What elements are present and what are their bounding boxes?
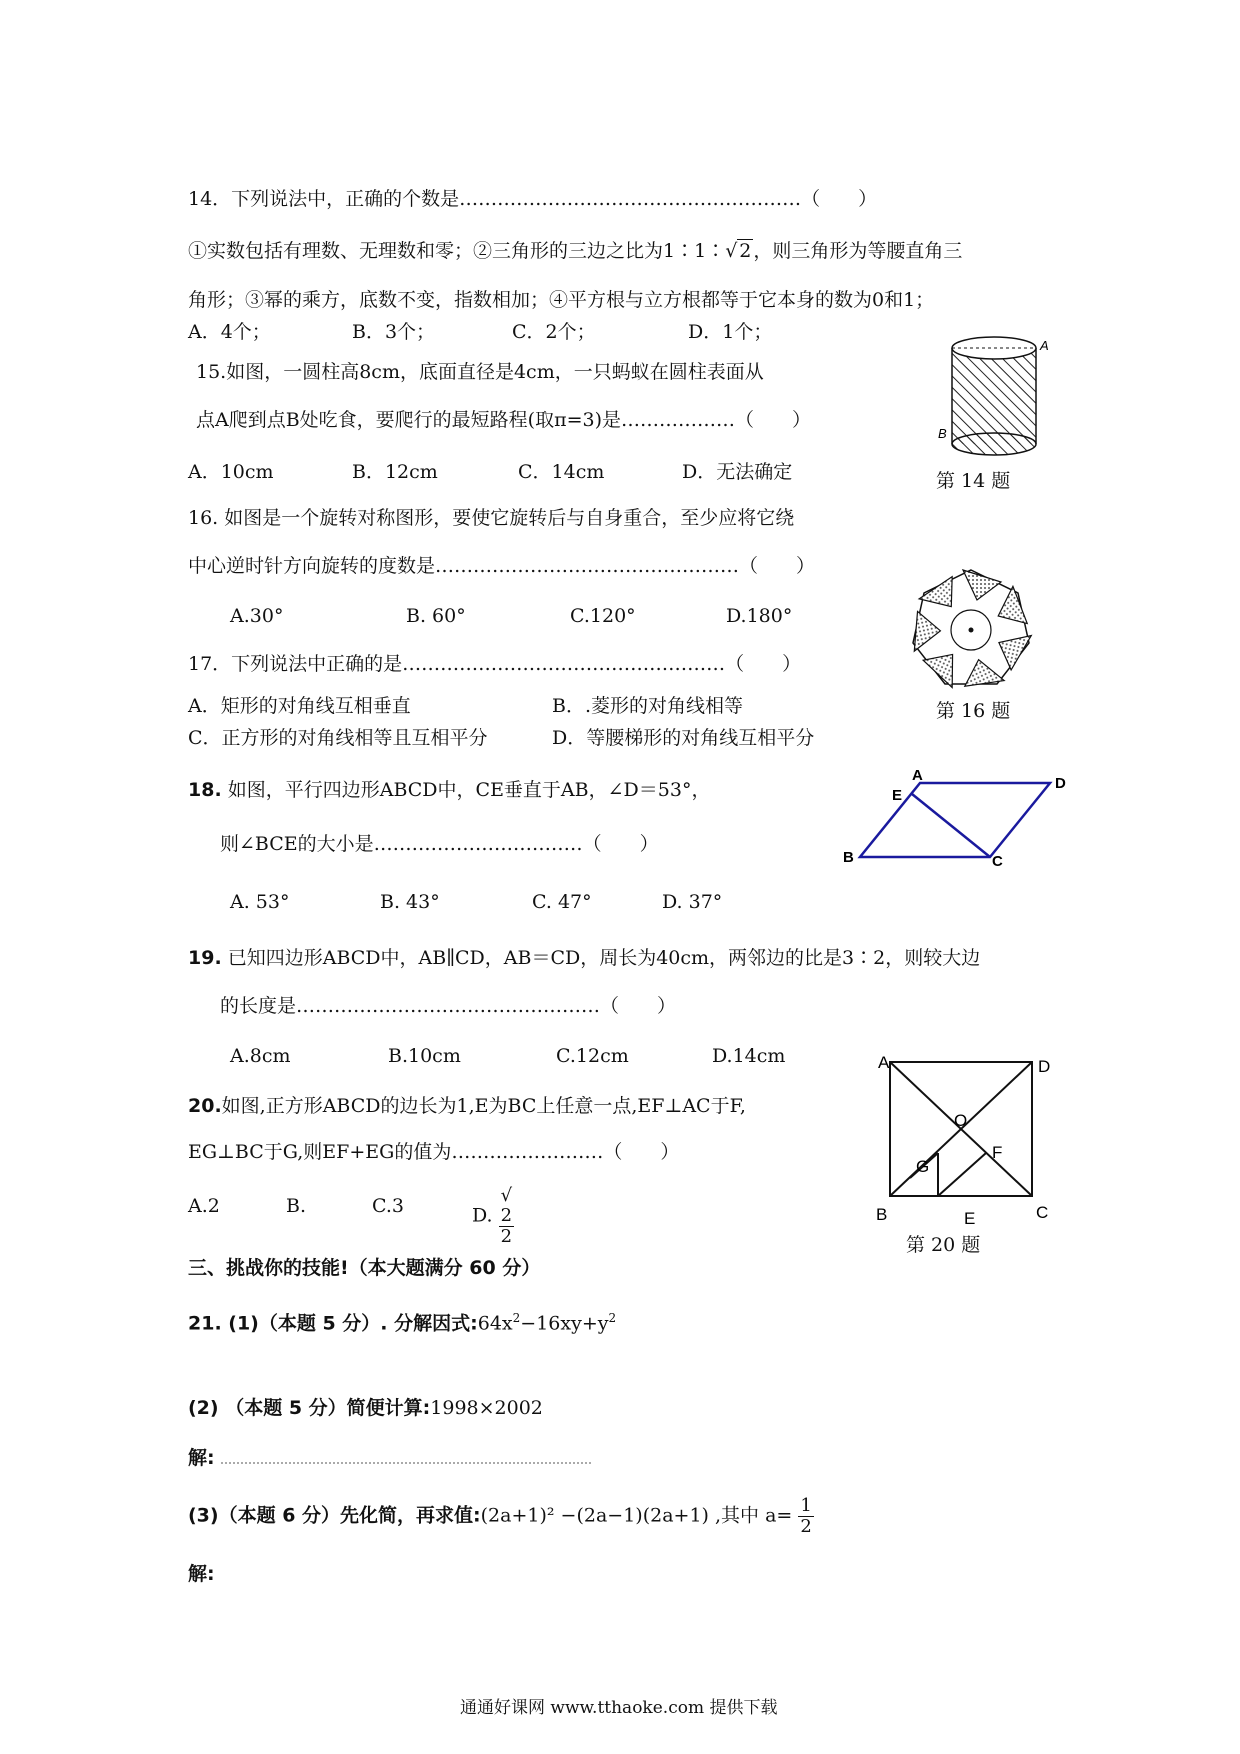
q16-option-b: B. 60° [406,605,466,627]
parallelogram-label-d: D [1055,775,1066,792]
q19-option-d: D.14cm [712,1045,786,1067]
q21-part3-fraction [798,1496,813,1537]
section3-title: 三、挑战你的技能!（本大题满分 60 分） [188,1257,541,1279]
q19-option-a: A.8cm [230,1045,291,1067]
q16-line1: 16. 如图是一个旋转对称图形，要使它旋转后与自身重合，至少应将它绕 [188,507,795,529]
cylinder-bottom [952,433,1036,455]
q16-line2: 中心逆时针方向旋转的度数是…………………………………………（ ） [188,555,816,577]
q21-solve1 [188,1446,591,1470]
q17-option-a: A．矩形的对角线互相垂直 [188,695,411,717]
q18-option-b: B. 43° [380,891,440,913]
q19-line1 [188,946,980,970]
q21-solve1-label: 解: [188,1447,215,1469]
q21-part3 [188,1496,814,1537]
cylinder-figure [928,330,1068,460]
q20-line2: EG⊥BC于G,则EF+EG的值为……………………（ ） [188,1141,680,1163]
q16-option-c: C.120° [570,605,636,627]
cylinder-body [952,348,1036,444]
q21-part2 [188,1396,543,1420]
square-label-c: C [1036,1203,1049,1222]
q15-option-d: D．无法确定 [682,461,793,483]
segment-ce [912,794,990,857]
q17-option-d: D．等腰梯形的对角线互相平分 [552,727,815,749]
q14-option-b: B．3个； [352,321,436,343]
q18-line1-text: 如图，平行四边形ABCD中，CE垂直于AB，∠D＝53°， [227,779,711,801]
square-label-o: O [954,1111,968,1130]
sqrt-symbol: √ 2 [725,240,752,262]
q21-part1-expr-b: −16xy+y [520,1312,609,1335]
q16-figure-caption: 第 16 题 [936,700,1011,722]
q15-line2: 点A爬到点B处吃食，要爬行的最短路程(取π=3)是………………（ ） [196,409,812,431]
q16-option-d: D.180° [726,605,793,627]
q21-part3-label: (3)（本题 6 分）先化简，再求值: [188,1504,481,1527]
answer-dotted-line [221,1462,591,1464]
parallelogram-label-b: B [843,849,854,866]
parallelogram-label-e: E [892,787,903,804]
q15-option-c: C．14cm [518,461,605,483]
q21-part2-expr: 1998×2002 [430,1397,543,1419]
q20-option-d-numerator: √ 2 [500,1185,513,1226]
q20-line1 [188,1094,746,1118]
q14-line1-radicand: 2 [739,240,752,262]
square-label-a: A [878,1053,890,1072]
q18-number: 18. [188,779,222,801]
q21-part1-exp2: 2 [608,1311,617,1325]
square-label-b: B [876,1205,888,1224]
q14-option-a: A．4个； [188,321,271,343]
q15-line1: 15.如图，一圆柱高8cm，底面直径是4cm，一只蚂蚁在圆柱表面从 [196,361,764,383]
q14-line2: 角形；③幂的乘方，底数不变，指数相加；④平方根与立方根都等于它本身的数为0和1； [188,289,935,311]
heptagon-pinwheel [906,569,1036,695]
q14-option-c: C．2个； [512,321,596,343]
q14-line1-post: ，则三角形为等腰直角三 [753,240,963,262]
q17-stem: 17．下列说法中正确的是……………………………………………（ ） [188,653,802,675]
cylinder-label-a: A [1040,338,1049,353]
q14-option-d: D．1个； [688,321,773,343]
q15-option-b: B．12cm [352,461,438,483]
q14-figure-caption: 第 14 题 [936,470,1011,492]
q20-option-d-fraction [499,1186,514,1247]
q20-option-d-denominator: 2 [500,1226,513,1247]
q15-option-a: A．10cm [188,461,274,483]
q21-solve2: 解: [188,1563,215,1585]
q19-option-c: C.12cm [556,1045,629,1067]
q21-part3-expr: (2a+1)² −(2a−1)(2a+1) ,其中 a= [480,1504,793,1527]
q18-option-a: A. 53° [230,891,290,913]
q21-part1 [188,1306,616,1335]
cylinder-label-b: B [938,426,947,441]
rotation-figure [906,565,1036,695]
q20-figure-caption: 第 20 题 [906,1234,981,1256]
q19-line2: 的长度是…………………………………………（ ） [220,995,677,1017]
q14-line1-pre: ①实数包括有理数、无理数和零；②三角形的三边之比为1∶1∶ [188,240,726,262]
q19-line1-text: 已知四边形ABCD中，AB∥CD，AB＝CD，周长为40cm，两邻边的比是3∶2，则较大边 [227,947,981,969]
q17-option-b: B．.菱形的对角线相等 [552,695,744,717]
q21-part1-exp1: 2 [512,1311,521,1325]
parallelogram-label-a: A [912,770,923,784]
q18-option-d: D. 37° [662,891,723,913]
q21-part3-numerator: 1 [800,1495,812,1516]
q17-option-c: C．正方形的对角线相等且互相平分 [188,727,488,749]
q20-option-b: B. [286,1195,307,1217]
parallelogram-abcd [860,783,1050,857]
parallelogram-figure [840,770,1080,870]
q20-option-d [472,1186,514,1247]
q20-option-c: C.3 [372,1195,404,1217]
q18-line1 [188,778,710,802]
parallelogram-label-c: C [992,853,1003,870]
q20-line1-text: 如图,正方形ABCD的边长为1,E为BC上任意一点,EF⊥AC于F, [221,1095,746,1117]
q16-option-a: A.30° [230,605,284,627]
q14-stem: 14．下列说法中，正确的个数是………………………………………………（ ） [188,188,878,210]
q18-option-c: C. 47° [532,891,592,913]
q20-option-d-label: D. [472,1204,493,1227]
square-label-g: G [916,1157,930,1176]
q20-option-d-radicand: 2 [500,1205,513,1226]
square-label-f: F [992,1143,1003,1162]
square-figure [870,1050,1060,1225]
q19-number: 19. [188,947,222,969]
square-label-d: D [1038,1057,1051,1076]
q21-part3-denominator: 2 [800,1516,812,1537]
q21-part1-label: 21. (1)（本题 5 分）. 分解因式: [188,1312,478,1335]
segment-ef [938,1153,986,1196]
q20-number: 20. [188,1095,222,1117]
q18-line2: 则∠BCE的大小是……………………………（ ） [220,833,659,855]
q21-part2-label: (2) （本题 5 分）简便计算: [188,1397,431,1419]
q21-part1-expr-a: 64x [477,1312,513,1335]
q14-line1 [188,239,962,263]
q20-option-a: A.2 [188,1195,220,1217]
page-footer: 通通好课网 www.tthaoke.com 提供下载 [460,1698,778,1718]
q19-option-b: B.10cm [388,1045,461,1067]
square-label-e: E [964,1209,976,1225]
